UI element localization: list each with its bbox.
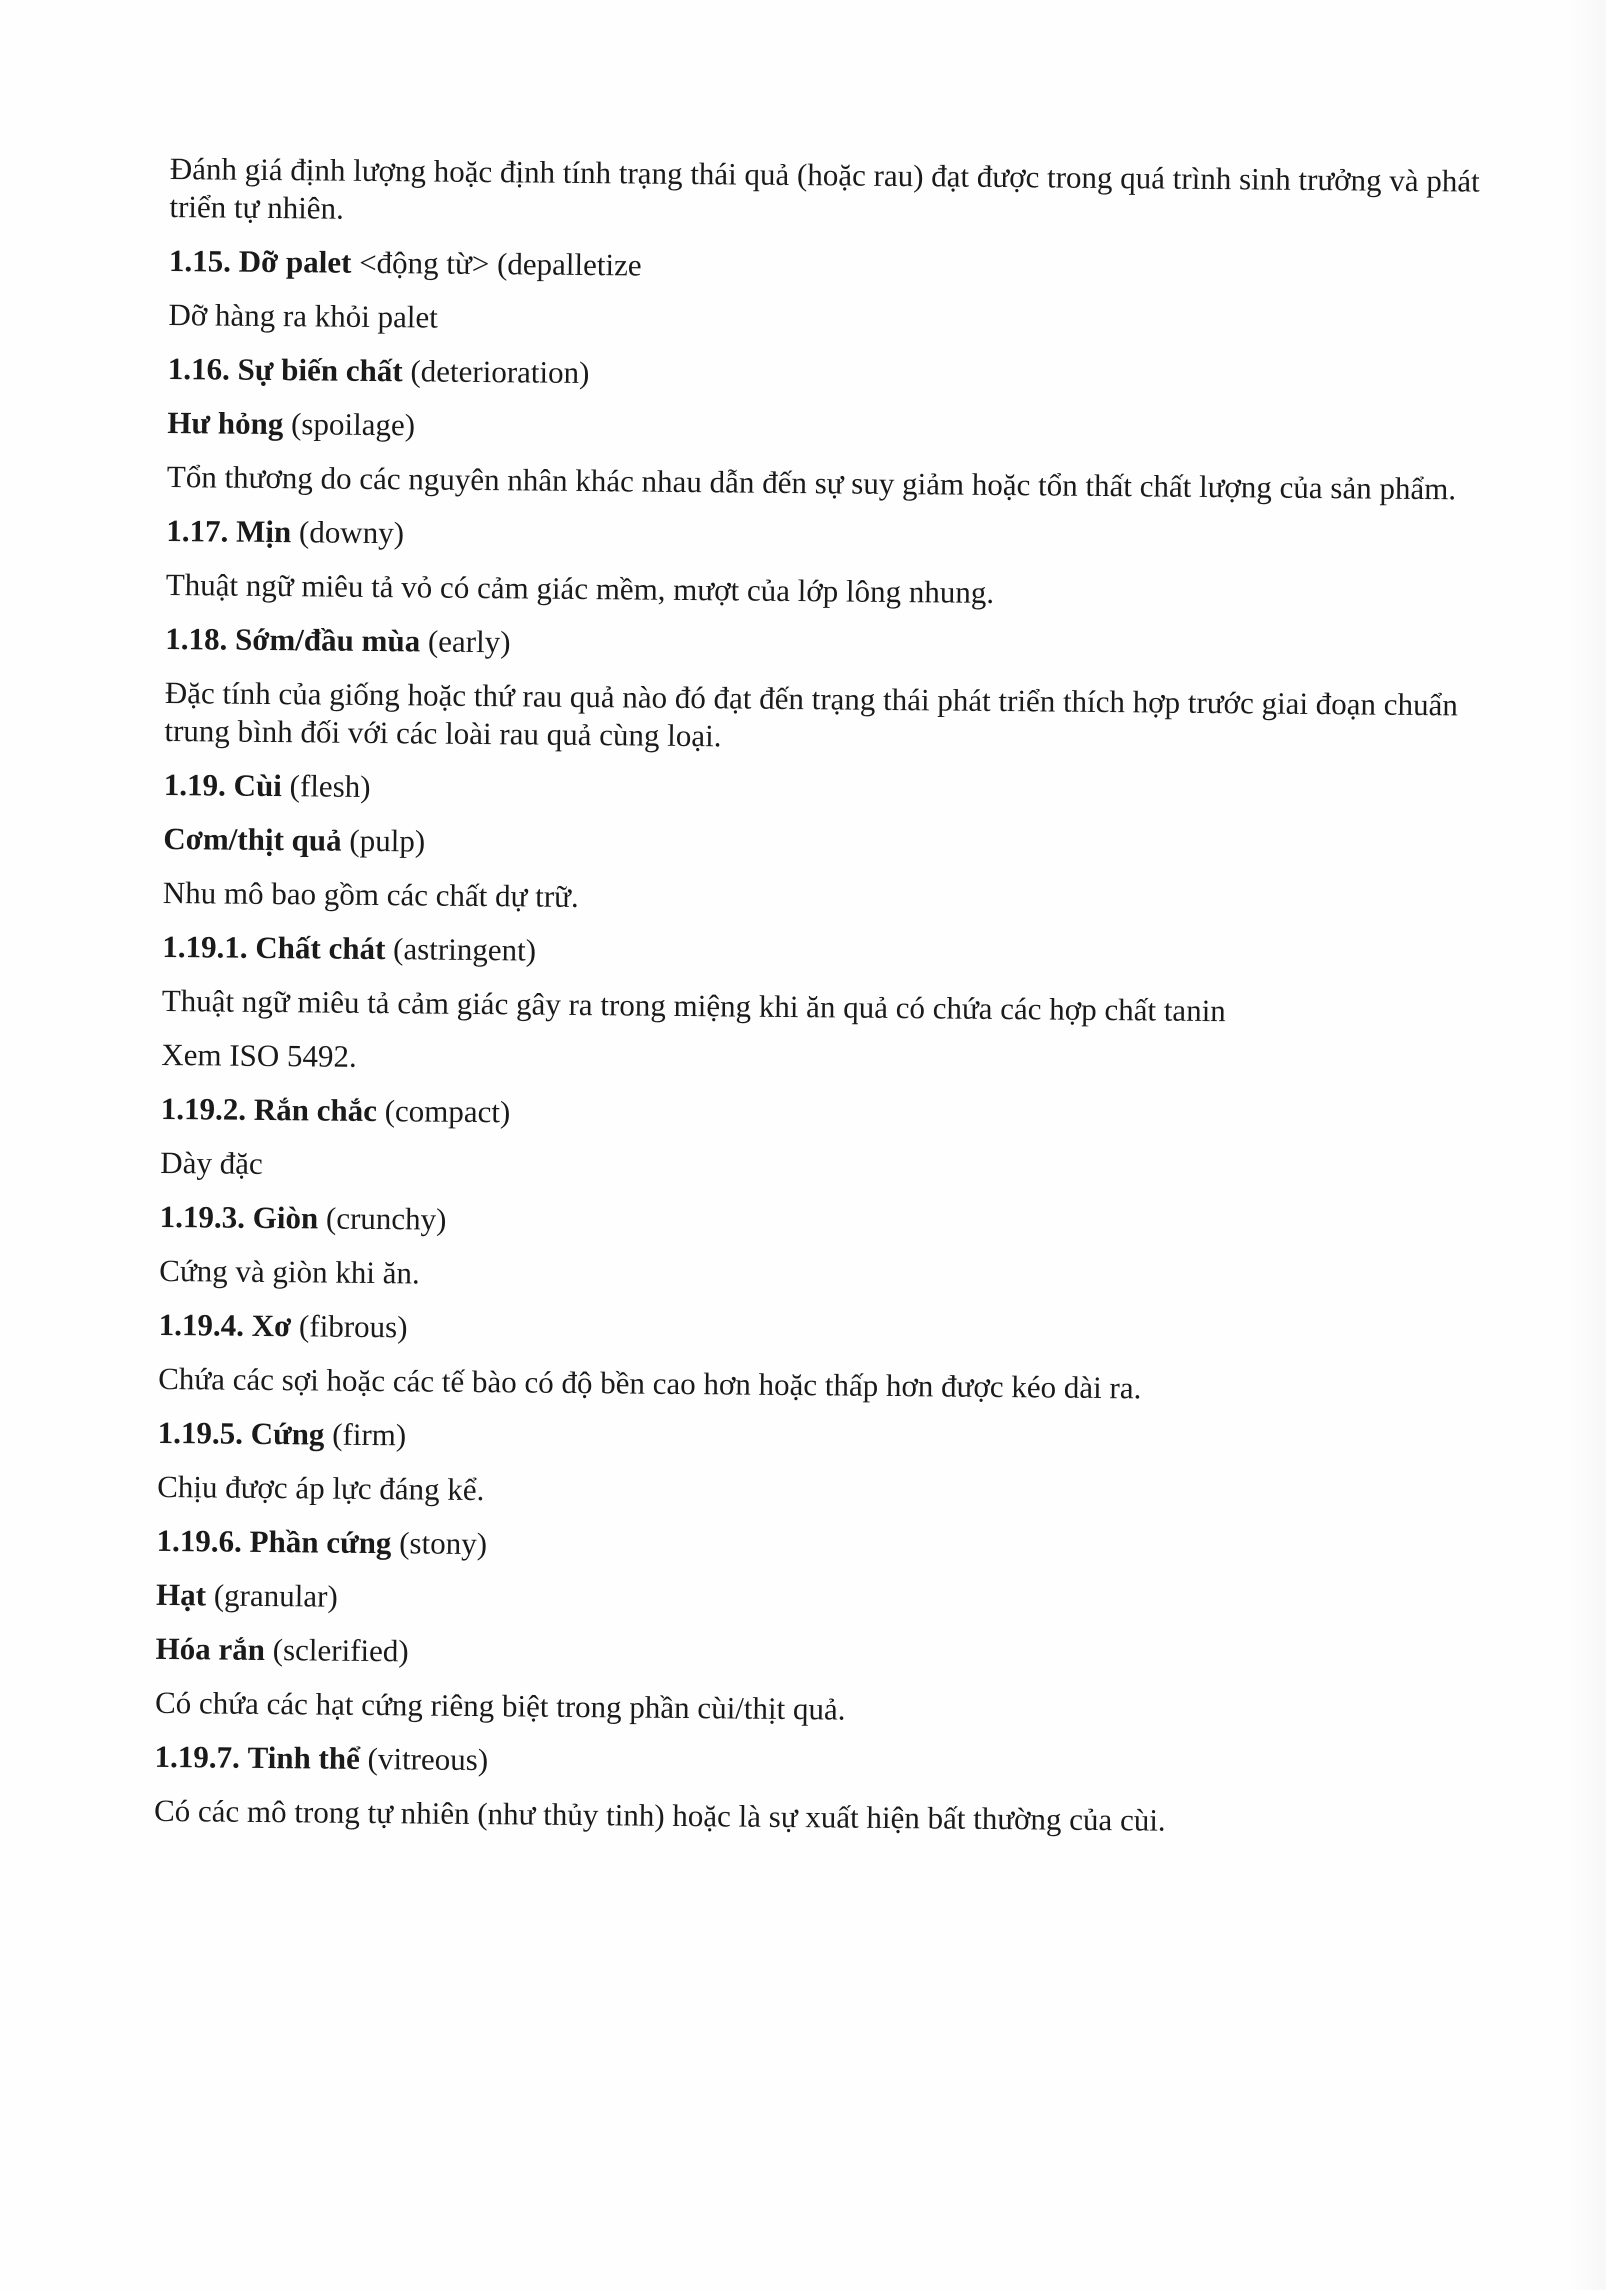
term-heading — [164, 766, 1504, 817]
term-english: (stony) — [391, 1525, 488, 1562]
term-heading — [156, 1522, 1496, 1573]
term-english: (pulp) — [341, 822, 426, 859]
term-english: (sclerified) — [264, 1631, 409, 1669]
term-number: 1.17. — [166, 512, 229, 549]
term-synonym — [155, 1630, 1495, 1681]
term-english: (vitreous) — [359, 1740, 489, 1778]
definition-text: Có các mô trong tự nhiên (như thủy tinh) hoặc là sự xuất hiện bất thường của cùi. — [153, 1792, 1166, 1838]
term-heading — [168, 350, 1508, 401]
term-synonym — [167, 404, 1507, 455]
term-english: (astringent) — [385, 931, 537, 968]
term-english: (fibrous) — [291, 1308, 408, 1345]
term-number: 1.15. — [168, 242, 232, 279]
term-number: 1.19.5. — [157, 1414, 244, 1451]
term-name: Giòn — [252, 1199, 319, 1236]
term-number: 1.19. — [163, 766, 227, 803]
definition-text: Thuật ngữ miêu tả vỏ có cảm giác mềm, mượt của lớp lông nhung. — [165, 566, 995, 610]
term-heading — [158, 1414, 1498, 1465]
term-number: 1.19.2. — [160, 1090, 247, 1127]
term-heading — [160, 1198, 1500, 1249]
term-number: 1.19.4. — [158, 1306, 245, 1343]
reference-text: Xem ISO 5492. — [161, 1036, 357, 1074]
term-english: (flesh) — [281, 768, 371, 804]
term-name: Hóa rắn — [155, 1630, 266, 1667]
definition-text: Tổn thương do các nguyên nhân khác nhau dẫn đến sự suy giảm hoặc tổn thất chất lượng của sản phẩm. — [166, 458, 1457, 507]
definition-text: Chứa các sợi hoặc các tế bào có độ bền cao hơn hoặc thấp hơn được kéo dài ra. — [158, 1360, 1142, 1406]
term-name: Phần cứng — [249, 1523, 392, 1561]
definition-text: Nhu mô bao gồm các chất dự trữ. — [162, 874, 579, 914]
term-heading — [161, 1090, 1501, 1141]
term-name: Rắn chắc — [253, 1091, 378, 1129]
term-name: Hạt — [155, 1576, 207, 1613]
term-name: Hư hỏng — [167, 404, 284, 442]
definition-text: Dỡ hàng ra khỏi palet — [168, 296, 439, 335]
definition-text: Cứng và giòn khi ăn. — [159, 1252, 420, 1291]
definition-text: Đặc tính của giống hoặc thứ rau quả nào đó đạt đến trạng thái phát triển thích hợp trước giai đoạn chuẩn trung bình đối với các loài rau quả cùng loại. — [164, 674, 1458, 754]
term-name: Sự biến chất — [237, 351, 403, 389]
term-english: (deterioration) — [402, 353, 590, 391]
term-number: 1.19.3. — [159, 1198, 246, 1235]
term-number: 1.16. — [167, 350, 231, 387]
term-name: Cơm/thịt quả — [163, 820, 342, 858]
term-heading — [169, 242, 1509, 293]
term-heading — [166, 512, 1506, 563]
term-synonym — [163, 820, 1503, 871]
term-name: Chất chát — [255, 929, 386, 967]
term-english: (early) — [420, 623, 511, 660]
term-name: Xơ — [251, 1307, 292, 1344]
term-english: <động từ> (depalletize — [351, 244, 642, 283]
term-number: 1.19.7. — [154, 1738, 240, 1775]
term-number: 1.19.6. — [156, 1522, 243, 1559]
definition-text: Đánh giá định lượng hoặc định tính trạng thái quả (hoặc rau) đạt được trong quá trình sinh trưởng và phát triển tự nhiên. — [169, 150, 1480, 226]
term-heading — [165, 620, 1505, 671]
term-name: Tinh thể — [247, 1739, 361, 1776]
term-number: 1.18. — [165, 620, 228, 657]
term-name: Mịn — [235, 513, 292, 550]
definition-text: Chịu được áp lực đáng kể. — [157, 1468, 485, 1508]
term-name: Dỡ palet — [238, 243, 352, 280]
term-english: (granular) — [205, 1577, 338, 1614]
definition-text: Có chứa các hạt cứng riêng biệt trong phần cùi/thịt quả. — [154, 1684, 846, 1727]
term-english: (compact) — [376, 1093, 511, 1130]
term-heading — [159, 1306, 1499, 1357]
definition-text: Thuật ngữ miêu tả cảm giác gây ra trong miệng khi ăn quả có chứa các hợp chất tanin — [161, 982, 1226, 1029]
term-name: Sớm/đầu mùa — [234, 621, 421, 659]
definition-text: Dày đặc — [160, 1144, 263, 1181]
term-heading — [154, 1738, 1494, 1789]
document-body — [154, 150, 1510, 1859]
term-name: Cứng — [250, 1415, 325, 1452]
term-number: 1.19.1. — [162, 928, 248, 965]
term-synonym — [156, 1576, 1496, 1627]
term-english: (firm) — [324, 1416, 407, 1453]
term-english: (spoilage) — [283, 406, 416, 443]
term-heading — [162, 928, 1502, 979]
scan-shadow — [1566, 0, 1606, 2290]
term-english: (downy) — [291, 514, 405, 551]
term-name: Cùi — [233, 767, 283, 804]
term-english: (crunchy) — [318, 1200, 447, 1237]
